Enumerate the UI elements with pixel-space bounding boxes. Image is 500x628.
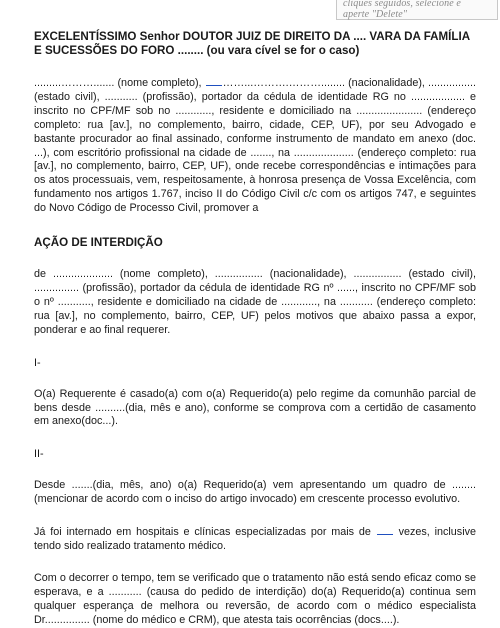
section-numeral-1: I-	[34, 356, 41, 369]
hospitalization-text-start: Já foi internado em hospitais e clínicas especializadas por mais de	[34, 526, 371, 539]
intro-text: ................ (estado civil), ........... (profissão), portador da cédula de identidade RG no .................. e inscrito no CPF/MF sob no ............, residente e domiciliado na ...................... (endereço completo: rua [av.], no complemento, bairro, cidade, CEP, UF), por seu Advogado e bastante procurador ao final assinado, conforme instrumento de mandato em anexo (doc. ...), com escritório profissional na cidade de ......., na .................... (endereço completo: rua [av.], no complemento, bairro, CEP, UF), onde recebe correspondências e intimações para os atos processuais, vem, respeitosamente, à honrosa presença de Vossa Excelência, com fundamento nos artigos 1.767, inciso II do Código Civil c/c com os artigos 747, e seguintes do Novo Código de Processo Civil, promover a	[34, 77, 476, 215]
instruction-note-line-2: aperte "Delete"	[343, 9, 408, 20]
instruction-note-line-1: cliques seguidos, selecione e	[343, 0, 461, 9]
heading-line-2: E SUCESSÕES DO FORO ........ (ou vara cível se for o caso)	[34, 44, 360, 57]
intro-nationality-blank: ……...……….………........ (nacionalidade),	[222, 77, 425, 89]
intro-name-blank: .........………....... (nome completo),	[34, 77, 202, 89]
hyperlink-underline-mark[interactable]	[206, 76, 222, 86]
document-heading	[34, 30, 476, 58]
heading-line-1: EXCELENTÍSSIMO Senhor DOUTOR JUIZ DE DIREITO DA .... VARA DA FAMÍLIA	[34, 30, 471, 43]
condition-paragraph: Desde .......(dia, mês, ano) o(a) Requerido(a) vem apresentando um quadro de ........(mencionar de acordo com o inciso do artigo invocado) em crescente processo evolutivo.	[34, 479, 476, 506]
hospitalization-paragraph	[34, 525, 476, 554]
intro-paragraph	[34, 76, 476, 216]
document-body	[34, 30, 476, 628]
treatment-paragraph: Com o decorrer o tempo, tem se verificado que o tratamento não está sendo eficaz como se esperava, e a ........... (causa do pedido de interdição) do(a) Requerido(a) continua sem qualquer esperança de melhora ou reversão, de acordo com o médico especialista Dr............... (nome do médico e CRM), que atesta tais ocorrências (docs....).	[34, 571, 476, 626]
marriage-paragraph: O(a) Requerente é casado(a) com o(a) Requerido(a) pelo regime da comunhão parcial de bens desde ..........(dia, mês e ano), conforme se comprova com a certidão de casamento em anexo(doc...).	[34, 387, 476, 428]
action-title: AÇÃO DE INTERDIÇÃO	[34, 236, 163, 250]
section-numeral-2: II-	[34, 448, 44, 461]
hyperlink-underline-mark-2[interactable]	[377, 525, 393, 535]
instruction-note	[336, 0, 498, 20]
hospitalization-text-end: vezes, inclusive tendo sido realizado tratamento médico.	[34, 526, 476, 553]
defendant-paragraph: de .................... (nome completo), ................ (nacionalidade), ................ (estado civil), ............... (profissão), portador da cédula de identidade RG nº ......, inscrito no CPF/MF sob o nº ..........., residente e domiciliado na cidade de ............, na ........... (endereço completo: rua [av.], no complemento, bairro, CEP, UF) pelos motivos que abaixo passa a expor, ponderar e ao final requerer.	[34, 268, 476, 336]
